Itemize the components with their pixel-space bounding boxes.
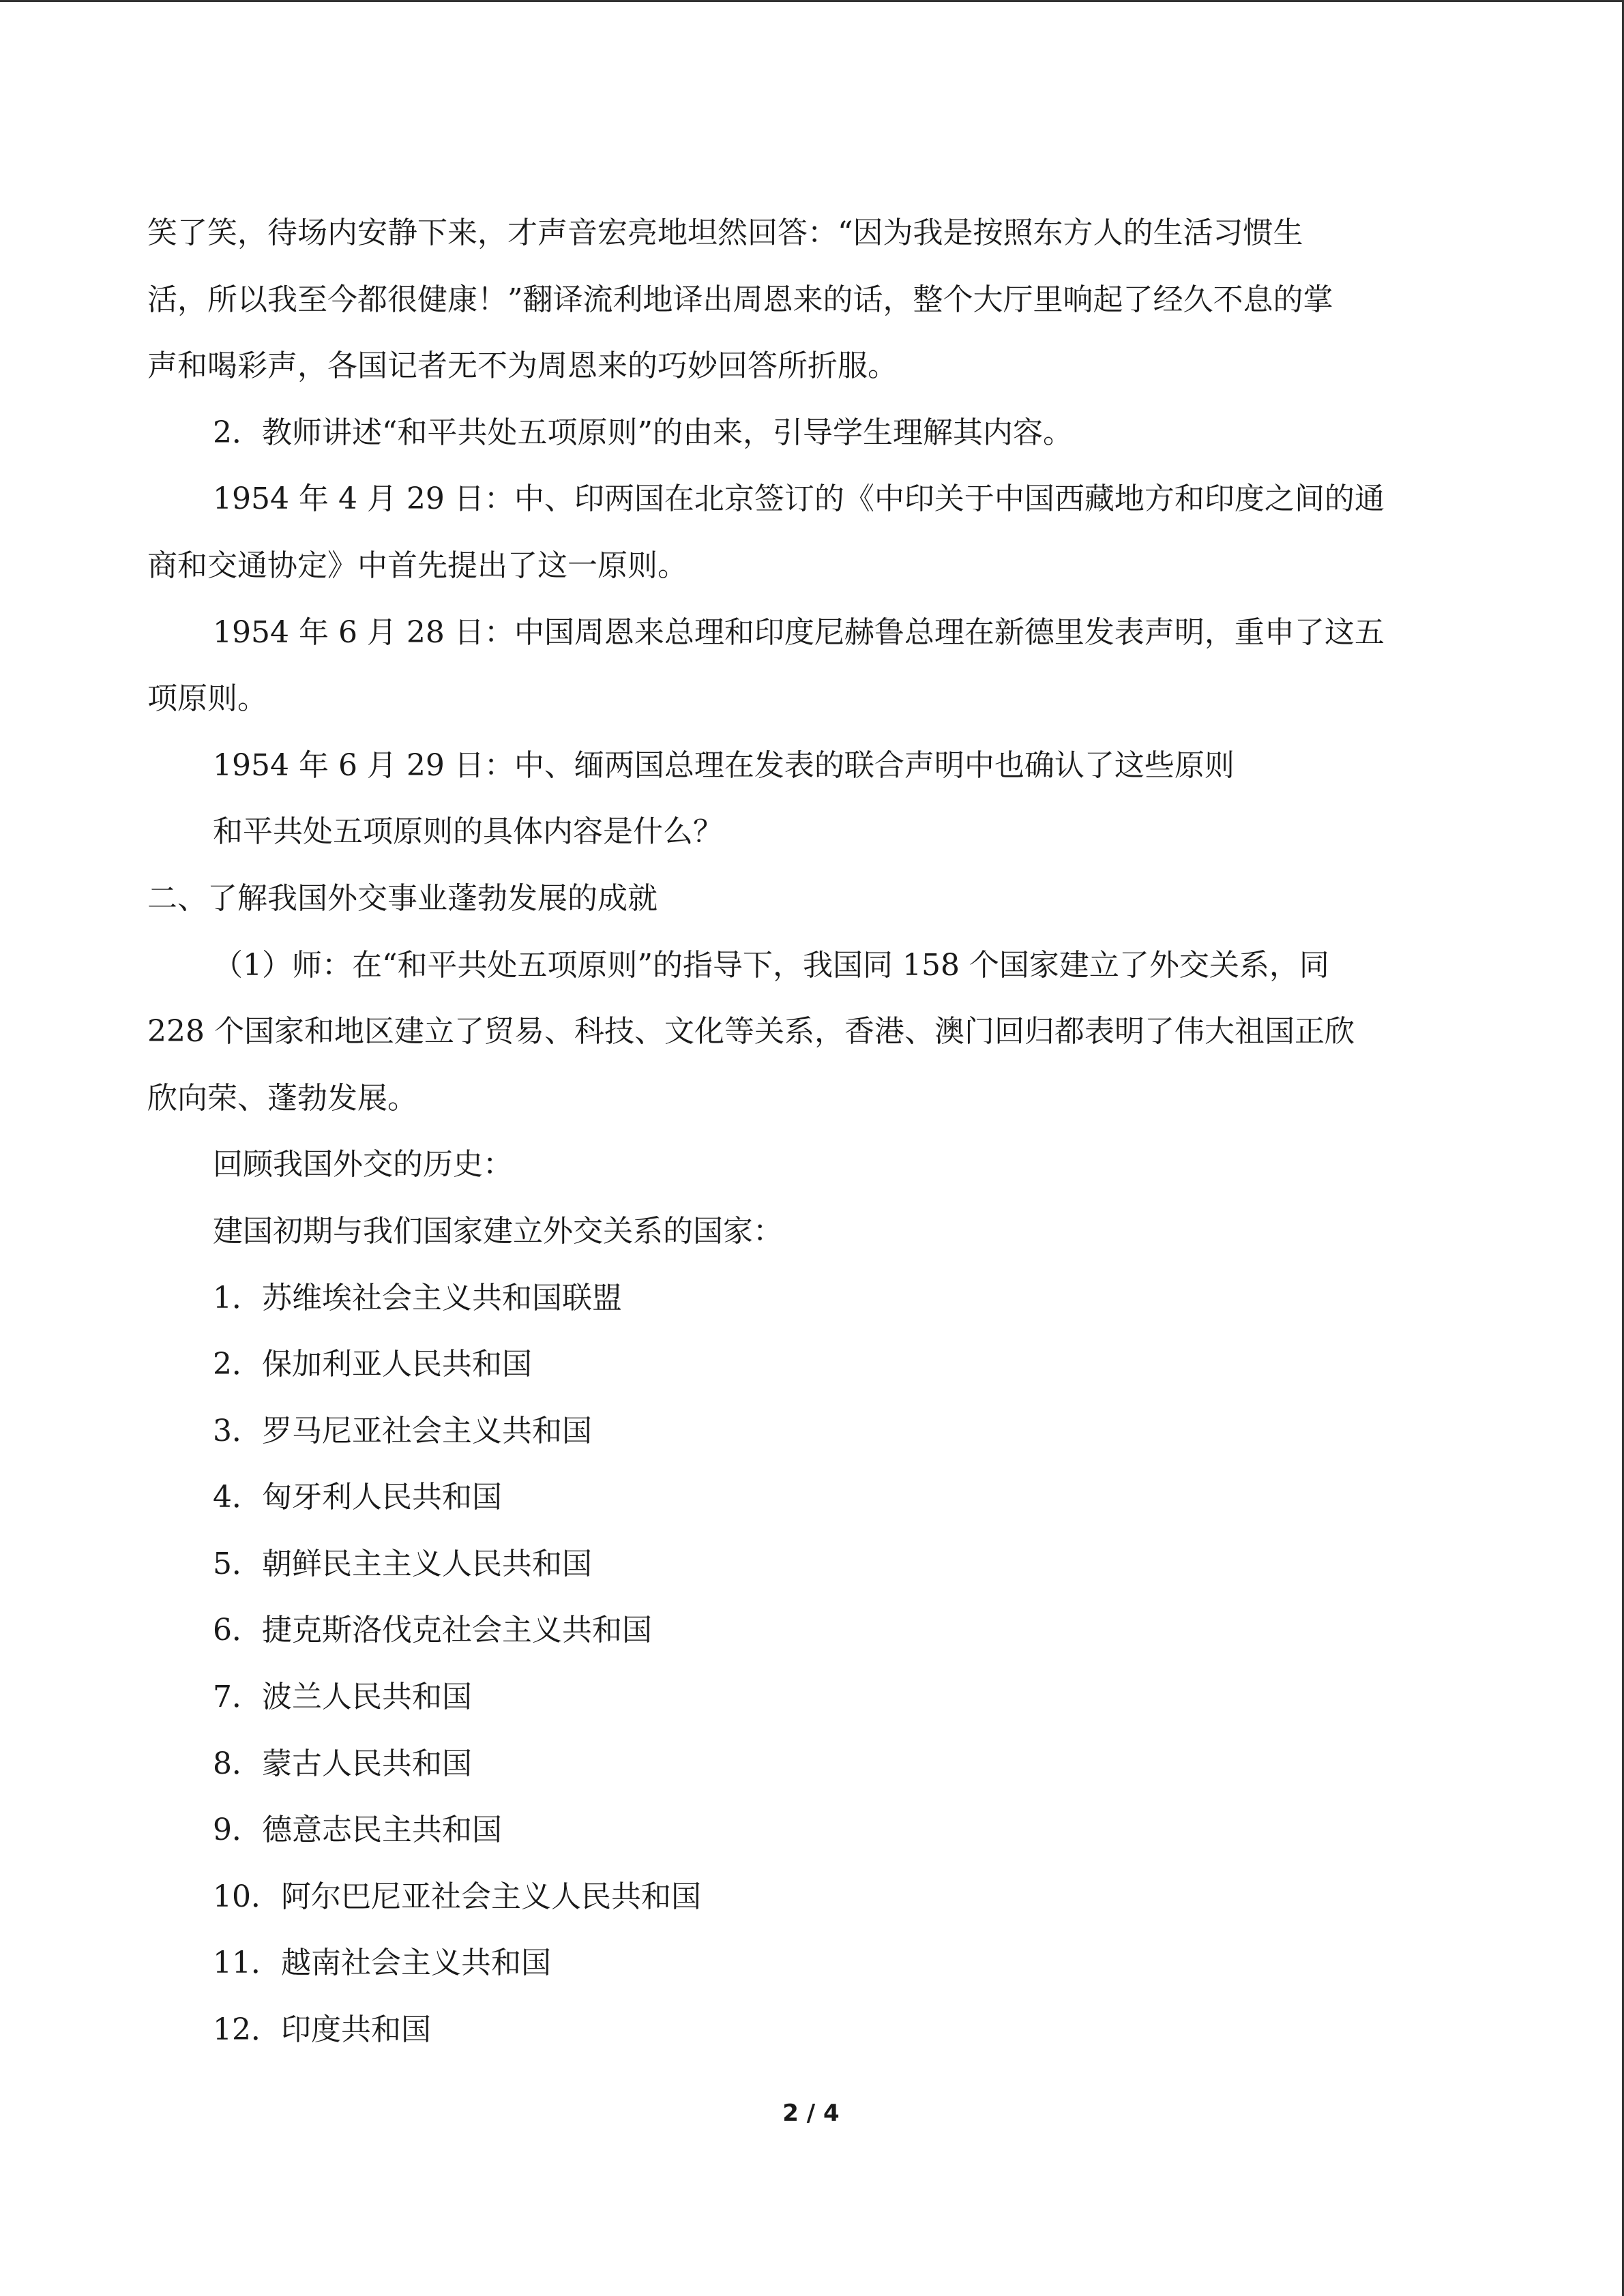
text-line: 2．保加利亚人民共和国 — [213, 1347, 532, 1382]
text-line: 3．罗马尼亚社会主义共和国 — [213, 1413, 592, 1448]
page-number: 2 / 4 — [782, 2100, 840, 2127]
text-line: 10．阿尔巴尼亚社会主义人民共和国 — [213, 1879, 701, 1914]
text-line: 笑了笑，待场内安静下来，才声音宏亮地坦然回答：“因为我是按照东方人的生活习惯生 — [147, 215, 1303, 250]
text-line: 228 个国家和地区建立了贸易、科技、文化等关系，香港、澳门回归都表明了伟大祖国正欣 — [147, 1014, 1355, 1049]
text-line: 商和交通协定》中首先提出了这一原则。 — [147, 548, 688, 583]
text-line: 项原则。 — [147, 681, 267, 717]
text-line: 1954 年 4 月 29 日：中、印两国在北京签订的《中印关于中国西藏地方和印度之间的通 — [213, 481, 1385, 517]
text-line: 声和喝彩声，各国记者无不为周恩来的巧妙回答所折服。 — [147, 348, 898, 384]
text-line: 7．波兰人民共和国 — [213, 1680, 472, 1715]
text-line: 9．德意志民主共和国 — [213, 1813, 502, 1848]
text-line: 6．捷克斯洛伐克社会主义共和国 — [213, 1613, 652, 1648]
text-line: 12．印度共和国 — [213, 2012, 431, 2048]
text-line: 欣向荣、蓬勃发展。 — [147, 1080, 417, 1116]
text-line: 8．蒙古人民共和国 — [213, 1746, 472, 1781]
text-line: （1）师：在“和平共处五项原则”的指导下，我国同 158 个国家建立了外交关系，同 — [213, 947, 1329, 983]
text-line: 1954 年 6 月 28 日：中国周恩来总理和印度尼赫鲁总理在新德里发表声明，重申了这五 — [213, 614, 1385, 650]
text-line: 4．匈牙利人民共和国 — [213, 1480, 502, 1515]
text-line: 5．朝鲜民主主义人民共和国 — [213, 1546, 592, 1581]
text-line: 1．苏维埃社会主义共和国联盟 — [213, 1280, 622, 1315]
text-line: 和平共处五项原则的具体内容是什么？ — [213, 814, 723, 850]
text-line: 1954 年 6 月 29 日：中、缅两国总理在发表的联合声明中也确认了这些原则 — [213, 747, 1235, 783]
document-body — [147, 200, 1457, 2063]
text-line: 2．教师讲述“和平共处五项原则”的由来，引导学生理解其内容。 — [213, 415, 1073, 450]
text-line: 建国初期与我们国家建立外交关系的国家： — [213, 1213, 783, 1249]
text-line: 二、了解我国外交事业蓬勃发展的成就 — [147, 880, 658, 916]
text-line: 活，所以我至今都很健康！”翻译流利地译出周恩来的话，整个大厅里响起了经久不息的掌 — [147, 282, 1333, 317]
text-line: 回顾我国外交的历史： — [213, 1147, 513, 1182]
text-line: 11．越南社会主义共和国 — [213, 1945, 551, 1981]
